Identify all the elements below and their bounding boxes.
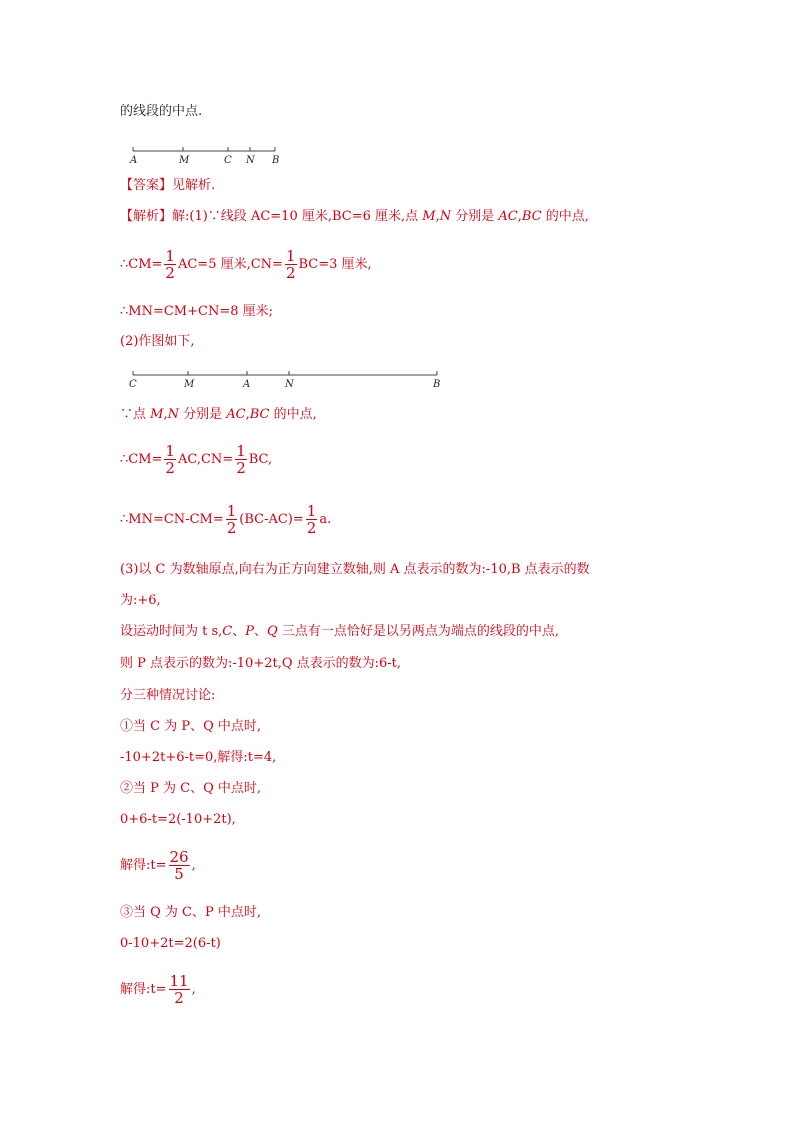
- fraction: $\frac{1}{2}$: [236, 442, 246, 477]
- part3-line-2: 为:+6,: [120, 593, 161, 608]
- mn-line-2: ∴MN=CN-CM= $\frac{1}{2}$ (BC-AC)= $\frac{1}{2}$ a.: [120, 502, 332, 537]
- point-label-b: B: [433, 379, 441, 390]
- part3-line-3: 设运动时间为 t s,C、P、Q 三点有一点恰好是以另两点为端点的线段的中点,: [120, 624, 559, 639]
- fraction: $\frac{26}{5}$: [169, 848, 189, 883]
- case1-equation: -10+2t+6-t=0,解得:t=4,: [120, 750, 277, 765]
- point-label-a: A: [243, 379, 251, 390]
- case3-solution: 解得:t= $\frac{11}{2}$ ,: [120, 972, 196, 1007]
- segment-diagram-2: [125, 367, 450, 391]
- answer-tag: 【答案】: [120, 178, 173, 193]
- fraction: $\frac{11}{2}$: [169, 972, 189, 1007]
- fraction: $\frac{1}{2}$: [285, 247, 296, 282]
- point-label-m: M: [184, 379, 195, 390]
- analysis-line-1: 【解析】解:(1)∵线段 AC=10 厘米,BC=6 厘米,点 M,N 分别是 AC,BC 的中点,: [120, 209, 589, 224]
- case2-title: ②当 P 为 C、Q 中点时,: [120, 781, 262, 796]
- cm-line: ∴CM= $\frac{1}{2}$ AC=5 厘米,CN= $\frac{1}{2}$ BC=3 厘米,: [120, 247, 372, 282]
- case1-title: ①当 C 为 P、Q 中点时,: [120, 719, 262, 734]
- part3-line-5: 分三种情况讨论:: [120, 688, 216, 703]
- point-label-c: C: [129, 379, 137, 390]
- part3-line-1: (3)以 C 为数轴原点,向右为正方向建立数轴,则 A 点表示的数为:-10,B 点表示的数: [120, 562, 590, 577]
- point-label-a: A: [130, 155, 138, 166]
- fraction: $\frac{1}{2}$: [226, 502, 237, 537]
- point-label-m: M: [179, 155, 190, 166]
- case2-solution: 解得:t= $\frac{26}{5}$ ,: [120, 848, 196, 883]
- analysis-tag: 【解析】: [120, 209, 173, 224]
- point-label-b: B: [272, 155, 280, 166]
- case3-equation: 0-10+2t=2(6-t): [120, 936, 221, 951]
- fraction: $\frac{1}{2}$: [306, 502, 317, 537]
- cm-line-2: ∴CM= $\frac{1}{2}$ AC,CN= $\frac{1}{2}$ BC,: [120, 442, 273, 477]
- part3-line-4: 则 P 点表示的数为:-10+2t,Q 点表示的数为:6-t,: [120, 656, 402, 671]
- part2-heading: (2)作图如下,: [120, 334, 195, 349]
- point-label-n: N: [285, 379, 294, 390]
- fraction: $\frac{1}{2}$: [165, 247, 175, 282]
- answer-line: [120, 178, 215, 194]
- point-label-n: N: [246, 155, 255, 166]
- case2-equation: 0+6-t=2(-10+2t),: [120, 812, 236, 827]
- segment-diagram-1: [125, 143, 285, 167]
- fraction: $\frac{1}{2}$: [165, 442, 175, 477]
- answer-text: 见解析.: [172, 178, 216, 193]
- intro-tail-text: 的线段的中点.: [120, 104, 203, 119]
- because-line: ∵点 M,N 分别是 AC,BC 的中点,: [120, 407, 317, 422]
- case3-title: ③当 Q 为 C、P 中点时,: [120, 905, 262, 920]
- point-label-c: C: [224, 155, 232, 166]
- mn-line-1: ∴MN=CM+CN=8 厘米;: [120, 304, 273, 319]
